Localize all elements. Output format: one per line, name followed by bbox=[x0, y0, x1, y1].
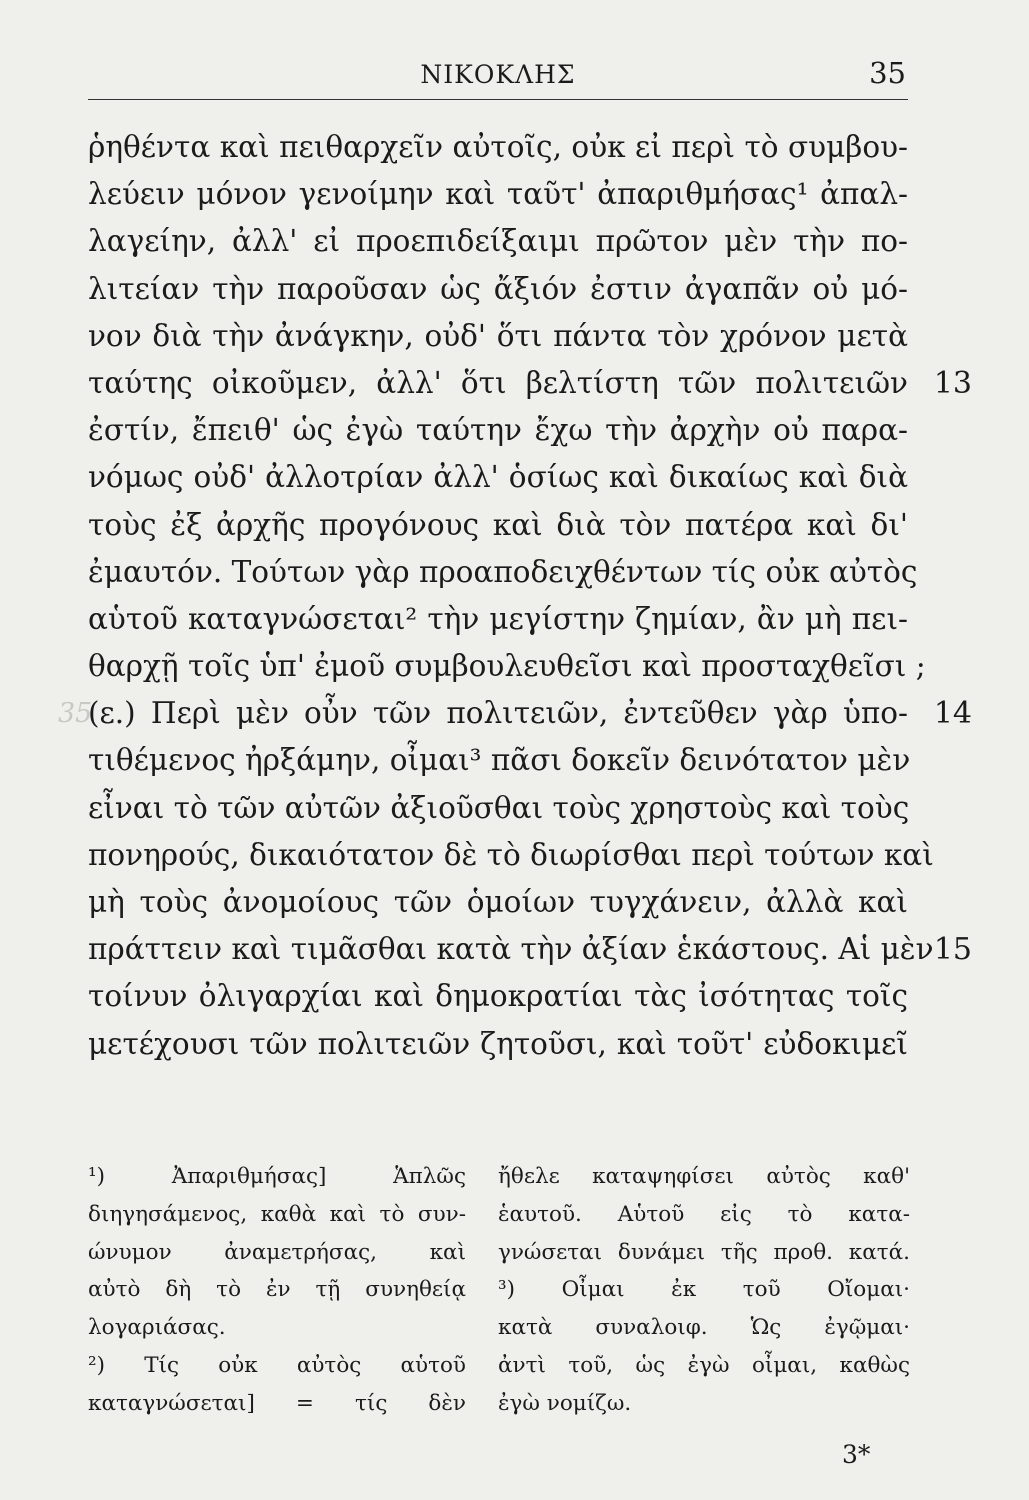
running-title: ΝΙΚΟΚΛΗΣ bbox=[420, 60, 576, 89]
margin-pencil-note: 35 bbox=[58, 698, 93, 730]
text-line: ῥηθέντα καὶ πειθαρχεῖν αὐτοῖς, οὐκ εἰ περὶ τὸ συμβου- bbox=[88, 130, 908, 164]
header-rule bbox=[88, 99, 908, 100]
footnote-line: αὐτὸ δὴ τὸ ἐν τῇ συνηθείᾳ bbox=[88, 1277, 466, 1303]
text-line: θαρχῇ τοῖς ὑπ' ἐμοῦ συμβουλευθεῖσι καὶ προσταχθεῖσι ; bbox=[88, 649, 926, 684]
text-line: μὴ τοὺς ἀνομοίους τῶν ὁμοίων τυγχάνειν, ἀλλὰ καὶ bbox=[88, 885, 908, 919]
text-line: πονηρούς, δικαιότατον δὲ τὸ διωρίσθαι περὶ τούτων καὶ bbox=[88, 837, 934, 872]
section-number: 14 bbox=[933, 696, 972, 732]
footnote-column-right bbox=[498, 1158, 910, 1423]
footnote-line: διηγησάμενος, καθὰ καὶ τὸ συν- bbox=[88, 1201, 466, 1227]
footnote-line: ἑαυτοῦ. Αὑτοῦ εἰς τὸ κατα- bbox=[498, 1201, 910, 1227]
running-head bbox=[88, 56, 908, 96]
footnote-line: ἤθελε καταψηφίσει αὐτὸς καθ' bbox=[498, 1164, 910, 1189]
text-line: 35 (ε.) Περὶ μὲν οὖν τῶν πολιτειῶν, ἐντεῦθεν γὰρ ὑπο- 14 bbox=[88, 690, 908, 737]
text-line: εἶναι τὸ τῶν αὐτῶν ἀξιοῦσθαι τοὺς χρηστοὺς καὶ τοὺς bbox=[88, 790, 910, 825]
text-line: τοὺς ἐξ ἀρχῆς προγόνους καὶ διὰ τὸν πατέρα καὶ δι' bbox=[88, 507, 908, 542]
section-number: 15 bbox=[933, 932, 972, 968]
text-line: νόμως οὐδ' ἀλλοτρίαν ἀλλ' ὁσίως καὶ δικαίως καὶ διὰ bbox=[88, 460, 908, 495]
text-line: τοίνυν ὀλιγαρχίαι καὶ δημοκρατίαι τὰς ἰσότητας τοῖς bbox=[88, 979, 908, 1014]
text-line: ἐμαυτόν. Τούτων γὰρ προαποδειχθέντων τίς οὐκ αὐτὸς bbox=[88, 554, 918, 589]
text-line: αὑτοῦ καταγνώσεται² τὴν μεγίστην ζημίαν, ἂν μὴ πει- bbox=[88, 601, 908, 636]
text-line: ἐστίν, ἔπειθ' ὡς ἐγὼ ταύτην ἔχω τὴν ἀρχὴν οὐ παρα- bbox=[88, 413, 908, 448]
footnote-column-left bbox=[88, 1158, 466, 1423]
text-line: πράττειν καὶ τιμᾶσθαι κατὰ τὴν ἀξίαν ἑκάστους. Αἱ μὲν 15 bbox=[88, 926, 908, 973]
signature-mark: 3* bbox=[842, 1440, 871, 1469]
text-line: ταύτης οἰκοῦμεν, ἀλλ' ὅτι βελτίστη τῶν πολιτειῶν 13 bbox=[88, 360, 908, 407]
text-line: λεύειν μόνον γενοίμην καὶ ταῦτ' ἀπαριθμήσας¹ ἀπαλ- bbox=[88, 177, 908, 212]
text-line: τιθέμενος ἠρξάμην, οἶμαι³ πᾶσι δοκεῖν δεινότατον μὲν bbox=[88, 743, 911, 778]
footnotes bbox=[88, 1158, 908, 1458]
section-number: 13 bbox=[933, 365, 972, 401]
page-number: 35 bbox=[869, 56, 906, 90]
footnote-line: κατὰ συναλοιφ. Ὡς ἐγῷμαι· bbox=[498, 1315, 910, 1341]
footnote-line: ³) Οἶμαι ἐκ τοῦ Οἴομαι· bbox=[498, 1277, 910, 1303]
footnote-line: καταγνώσεται] = τίς δὲν bbox=[88, 1390, 466, 1416]
text-line: λιτείαν τὴν παροῦσαν ὡς ἄξιόν ἐστιν ἀγαπᾶν οὐ μό- bbox=[88, 271, 908, 306]
text-line: μετέχουσι τῶν πολιτειῶν ζητοῦσι, καὶ τοῦτ' εὐδοκιμεῖ bbox=[88, 1026, 908, 1061]
footnote-line: ¹) Ἀπαριθμήσας] Ἁπλῶς bbox=[88, 1164, 466, 1189]
footnote-line: ²) Τίς οὐκ αὐτὸς αὑτοῦ bbox=[88, 1352, 466, 1378]
text-line: νον διὰ τὴν ἀνάγκην, οὐδ' ὅτι πάντα τὸν χρόνον μετὰ bbox=[88, 318, 908, 353]
footnote-line: ἀντὶ τοῦ, ὡς ἐγὼ οἶμαι, καθὼς bbox=[498, 1352, 910, 1378]
text-line: λαγείην, ἀλλ' εἰ προεπιδείξαιμι πρῶτον μὲν τὴν πο- bbox=[88, 224, 908, 259]
body-text bbox=[58, 124, 972, 1068]
footnote-line: ώνυμον ἀναμετρήσας, καὶ bbox=[88, 1239, 466, 1265]
footnote-line: λογαριάσας. bbox=[88, 1315, 226, 1341]
footnote-line: ἐγὼ νομίζω. bbox=[498, 1390, 632, 1416]
footnote-line: γνώσεται δυνάμει τῆς προθ. κατά. bbox=[498, 1239, 910, 1265]
